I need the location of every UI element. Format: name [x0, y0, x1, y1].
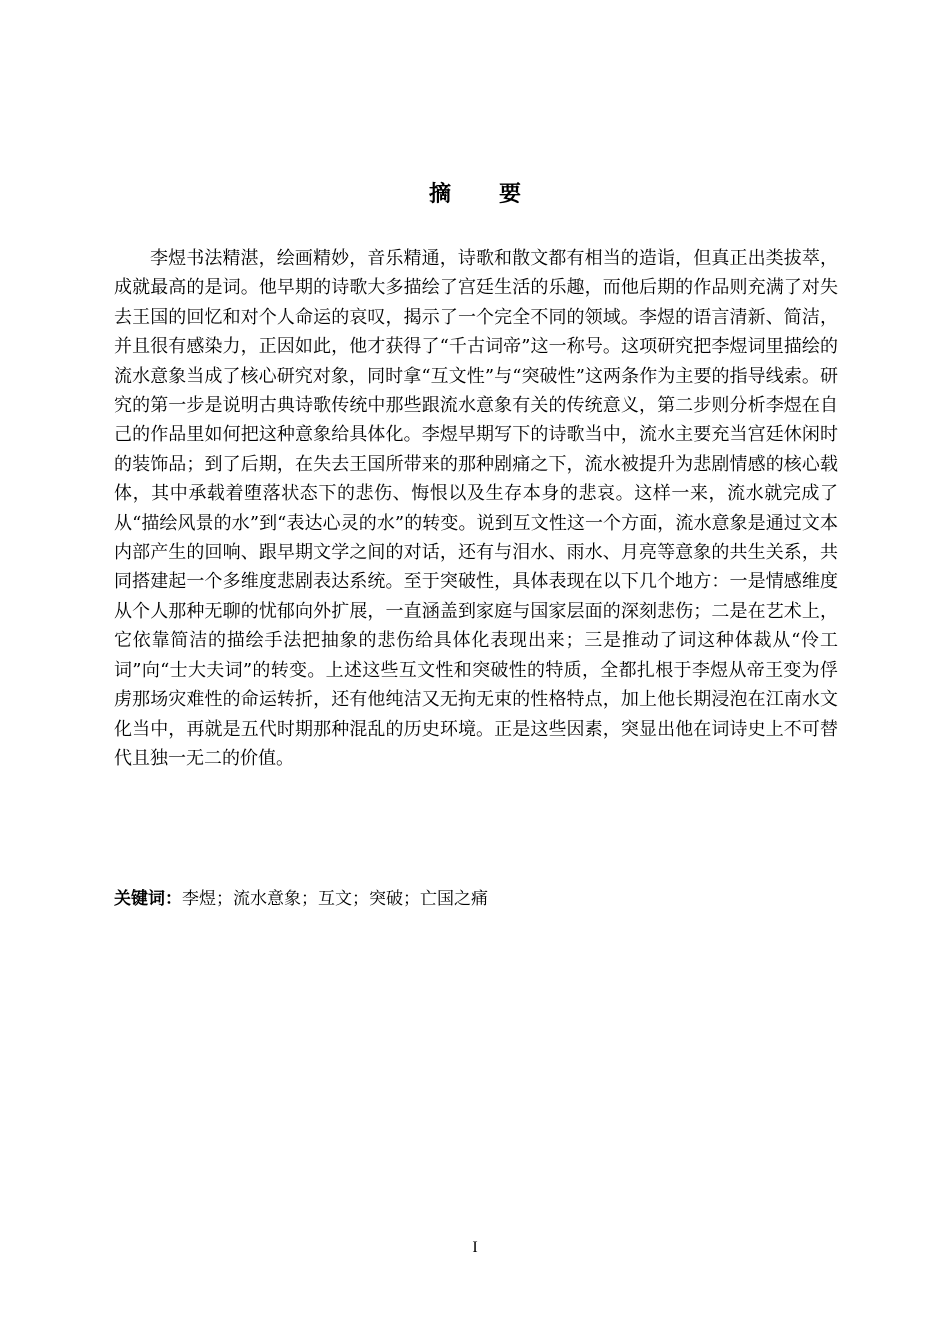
- keywords-text: 李煜；流水意象；互文；突破；亡国之痛: [182, 889, 488, 909]
- keywords-label: 关键词：: [114, 889, 182, 909]
- page-number: I: [472, 1239, 478, 1256]
- keywords-line: [114, 885, 838, 913]
- abstract-body: [114, 244, 838, 773]
- page-title: 摘要: [428, 182, 569, 207]
- abstract-paragraph: 李煜书法精湛，绘画精妙，音乐精通，诗歌和散文都有相当的造诣，但真正出类拔萃，成就最高的是词。他早期的诗歌大多描绘了宫廷生活的乐趣，而他后期的作品则充满了对失去王国的回忆和对个人命运的哀叹，揭示了一个完全不同的领域。李煜的语言清新、简洁，并且很有感染力，正因如此，他才获得了“千古词帝”这一称号。这项研究把李煜词里描绘的流水意象当成了核心研究对象，同时拿“互文性”与“突破性”这两条作为主要的指导线索。研究的第一步是说明古典诗歌传统中那些跟流水意象有关的传统意义，第二步则分析李煜在自己的作品里如何把这种意象给具体化。李煜早期写下的诗歌当中，流水主要充当宫廷休闲时的装饰品；到了后期，在失去王国所带来的那种剧痛之下，流水被提升为悲剧情感的核心载体，其中承载着堕落状态下的悲伤、悔恨以及生存本身的悲哀。这样一来，流水就完成了从“描绘风景的水”到“表达心灵的水”的转变。说到互文性这一个方面，流水意象是通过文本内部产生的回响、跟早期文学之间的对话，还有与泪水、雨水、月亮等意象的共生关系，共同搭建起一个多维度悲剧表达系统。至于突破性，具体表现在以下几个地方：一是情感维度从个人那种无聊的忧郁向外扩展，一直涵盖到家庭与国家层面的深刻悲伤；二是在艺术上，它依靠简洁的描绘手法把抽象的悲伤给具体化表现出来；三是推动了词这种体裁从“伶工词”向“士大夫词”的转变。上述这些互文性和突破性的特质，全都扎根于李煜从帝王变为俘虏那场灾难性的命运转折，还有他纯洁又无拘无束的性格特点，加上他长期浸泡在江南水文化当中，再就是五代时期那种混乱的历史环境。正是这些因素，突显出他在词诗史上不可替代且独一无二的价值。: [114, 248, 838, 769]
